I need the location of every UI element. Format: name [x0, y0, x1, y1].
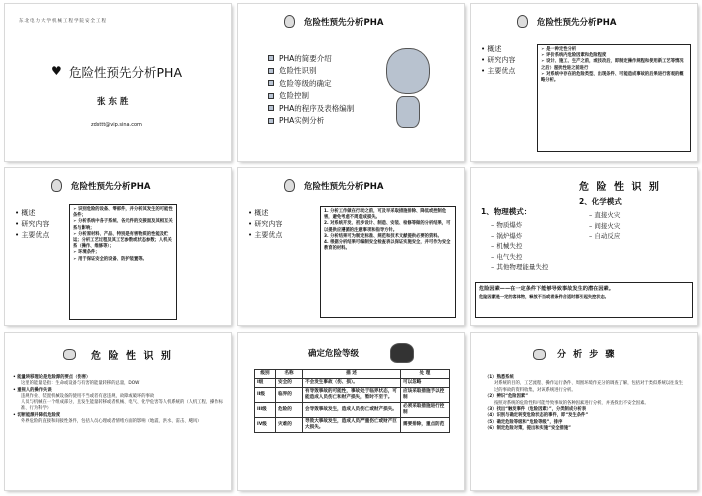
cartoon-body-image [396, 96, 420, 128]
mascot-icon [390, 343, 414, 363]
slide-analysis-steps [471, 333, 697, 490]
table-row: II级 临界的 有导致事故的可能性，事故处于临界状态，可能造成人员伤亡和财产损失，暂时不至于。 应该采取措施予以控制 [255, 388, 450, 403]
slide-title: 危险性预先分析PHA [304, 18, 384, 28]
nav-item-overview: • 概述 [481, 44, 515, 55]
list-item: – 直接火灾 [589, 211, 621, 219]
bullet-icon [268, 93, 274, 99]
slide-title: 分 析 步 骤 [557, 350, 617, 360]
list-item: 危险控制 [268, 90, 354, 103]
list-item: – 其他物理能量失控 [491, 263, 549, 271]
nav-item-advantages: • 主要优点 [248, 230, 282, 241]
main-title: 危险性预先分析PHA [69, 65, 182, 80]
list-item: – 电气失控 [491, 252, 523, 261]
table-row: III级 危险的 会导致事故发生，造成人员伤亡或财产损失。 必须采取措施进行控制 [255, 403, 450, 418]
slide-contents [238, 4, 464, 161]
slide-title [5, 4, 231, 161]
nav-item-advantages: • 主要优点 [15, 230, 49, 241]
list-item: PHA的程序及表格编制 [268, 102, 354, 115]
slide-research-content [5, 168, 231, 325]
logo-icon [533, 349, 546, 360]
advantages-box: 1. 分析工作做在行动之前，可及早采取措施排除、降低或控制危害，避免考虑不周造成损失。 2. 对系统开发、初步设计、制造、安装、检修等做的分析结果，可以提供应遵循的注意事项和指导方针。 3. 分析结果可为制定标准、规范和技术文献提供必要的资料。 4. 根据分析结果可编制安全检查表以保证实施安全，并可作为安全教育的材料。 [320, 206, 456, 318]
bullet-icon [268, 68, 274, 74]
contents-list [268, 52, 354, 127]
list-item: 危险性识别 [268, 65, 354, 78]
bullet-icon [268, 80, 274, 86]
list-item: – 间接火灾 [589, 221, 621, 230]
list-item: – 物质爆炸 [491, 221, 523, 229]
bullet-icon [268, 118, 274, 124]
bullet-icon [268, 55, 274, 61]
nav-item-overview: • 概述 [248, 208, 282, 219]
chemical-mode-heading: 2、化学模式 [579, 197, 622, 206]
slide-title: 危险性预先分析PHA [304, 182, 384, 192]
heart-icon: ♥ [51, 64, 62, 78]
email: zdsttt@vip.sina.com [91, 122, 142, 128]
content-box: ➢ 识别危险的设备、零部件，并分析其发生的可能性条件； ➢ 分析系统中各子系统、各元件的交接面及其相互关系与影响； ➢ 分析原材料、产品、特别是有害物质的性能及贮运；分析工艺过程及其工艺参数或状态参数；人机关系（操作、维修等）； ➢ 环境条件； ➢ 用于保证安全的设备、防护装置等。 [69, 204, 177, 320]
slide-title: 危险性预先分析PHA [537, 18, 617, 28]
slide-hazard-identification-2 [5, 333, 231, 490]
slide-title: 危 险 性 识 别 [579, 182, 661, 193]
list-item: – 自动反应 [589, 232, 621, 240]
slide-risk-levels [238, 333, 464, 490]
nav-list [481, 44, 515, 77]
list-item: – 锅炉爆炸 [491, 231, 523, 240]
slide-overview [471, 4, 697, 161]
nav-list [248, 208, 282, 241]
org-name: 东北电力大学机械工程学院安全工程 [19, 19, 107, 24]
logo-icon [51, 179, 62, 192]
list-item: 危险等级的确定 [268, 77, 354, 90]
definition-note: 危险因素——在一定条件下能够导致事故发生的潜在因素。 危险因素是一定的客体物，释放不当或者条件合适时都引起失控状态。 [475, 282, 693, 318]
nav-list [15, 208, 49, 241]
chemical-mode-list [589, 210, 620, 242]
slide-title: 危 险 性 识 别 [91, 351, 173, 362]
identification-list: • 能量转移理论是危险源的要点（伤害） 这里的能量是指：生命或设备与有害的能量转移的总量，DOW • 重视人的操作失误 违规作业、装置机械设备的使用不当或者有意违规，故障或破坏的事故 人员与机械在一个组成部分，且发生能量转移或者机械、电气、化学危害等人机系统的（人机工程、操作标准、行为科学） • 切断能源并降低危险度 外界危险的直接和间接性条件，包括人员心理或者情绪方面的影响（地震、洪水、雷击、飓风） [13, 375, 225, 425]
nav-item-advantages: • 主要优点 [481, 66, 515, 77]
logo-icon [284, 179, 295, 192]
table-row: I级 安全的 不会发生事故（伤、损）。 可以忽略 [255, 379, 450, 388]
nav-item-content: • 研究内容 [15, 219, 49, 230]
physical-mode-heading: 1、物理模式： [481, 207, 532, 216]
bullet-icon [268, 105, 274, 111]
logo-icon [63, 349, 76, 360]
author: 张 东 胜 [97, 97, 129, 107]
list-item: PHA的简要介绍 [268, 52, 354, 65]
table-header-row: 级别 名称 描 述 处 理 [255, 370, 450, 379]
cartoon-character-image [386, 48, 430, 94]
logo-icon [517, 15, 528, 28]
list-item: – 机械失控 [491, 242, 523, 250]
steps-list: （1）熟悉系统 对系统的目的、工艺流程、操作运行条件、周围环境作充分的调查了解，包括对于类似系统以往发生过的事故的资料收集，对该系统进行分析。 （2）辨识“危险因素” 按照对系统的危险性和可能导致事故的各种因素进行分析，并查找出不安全因素。 （3）找出“触发事件（危险因素）”，分类制成分析表 （4）识别与确定转变危险状态的事件，即“发生条件” （5）确定危险等级和“危险等级”，排序 （6）制定危险对策，提出和实施“安全措施” [485, 375, 684, 432]
physical-mode-list [491, 220, 548, 273]
slide-title: 确定危险等级 [308, 349, 360, 359]
slide-advantages [238, 168, 464, 325]
definition-box: ➢ 是一种定性分析 ➢ 评价系统内危险因素和危险程度 ➢ 设计、施工、生产之前，或技改后，即制定操作规程和使用新工艺等情况之后）滋扰性进之前进行 ➢ 对系统中存在的危险类型、出现条件、可能造成事故的后果进行客观的概略分析。 [537, 44, 691, 152]
table-row: IV级 灾难的 导致大事故发生，造成人员严重伤亡或财产巨大损失。 需要排除，重点防范 [255, 418, 450, 433]
nav-item-content: • 研究内容 [481, 55, 515, 66]
slide-title: 危险性预先分析PHA [71, 182, 151, 192]
nav-item-overview: • 概述 [15, 208, 49, 219]
slide-hazard-identification [471, 168, 697, 325]
list-item: PHA实例分析 [268, 115, 354, 128]
nav-item-content: • 研究内容 [248, 219, 282, 230]
logo-icon [284, 15, 295, 28]
risk-level-table [254, 369, 450, 433]
